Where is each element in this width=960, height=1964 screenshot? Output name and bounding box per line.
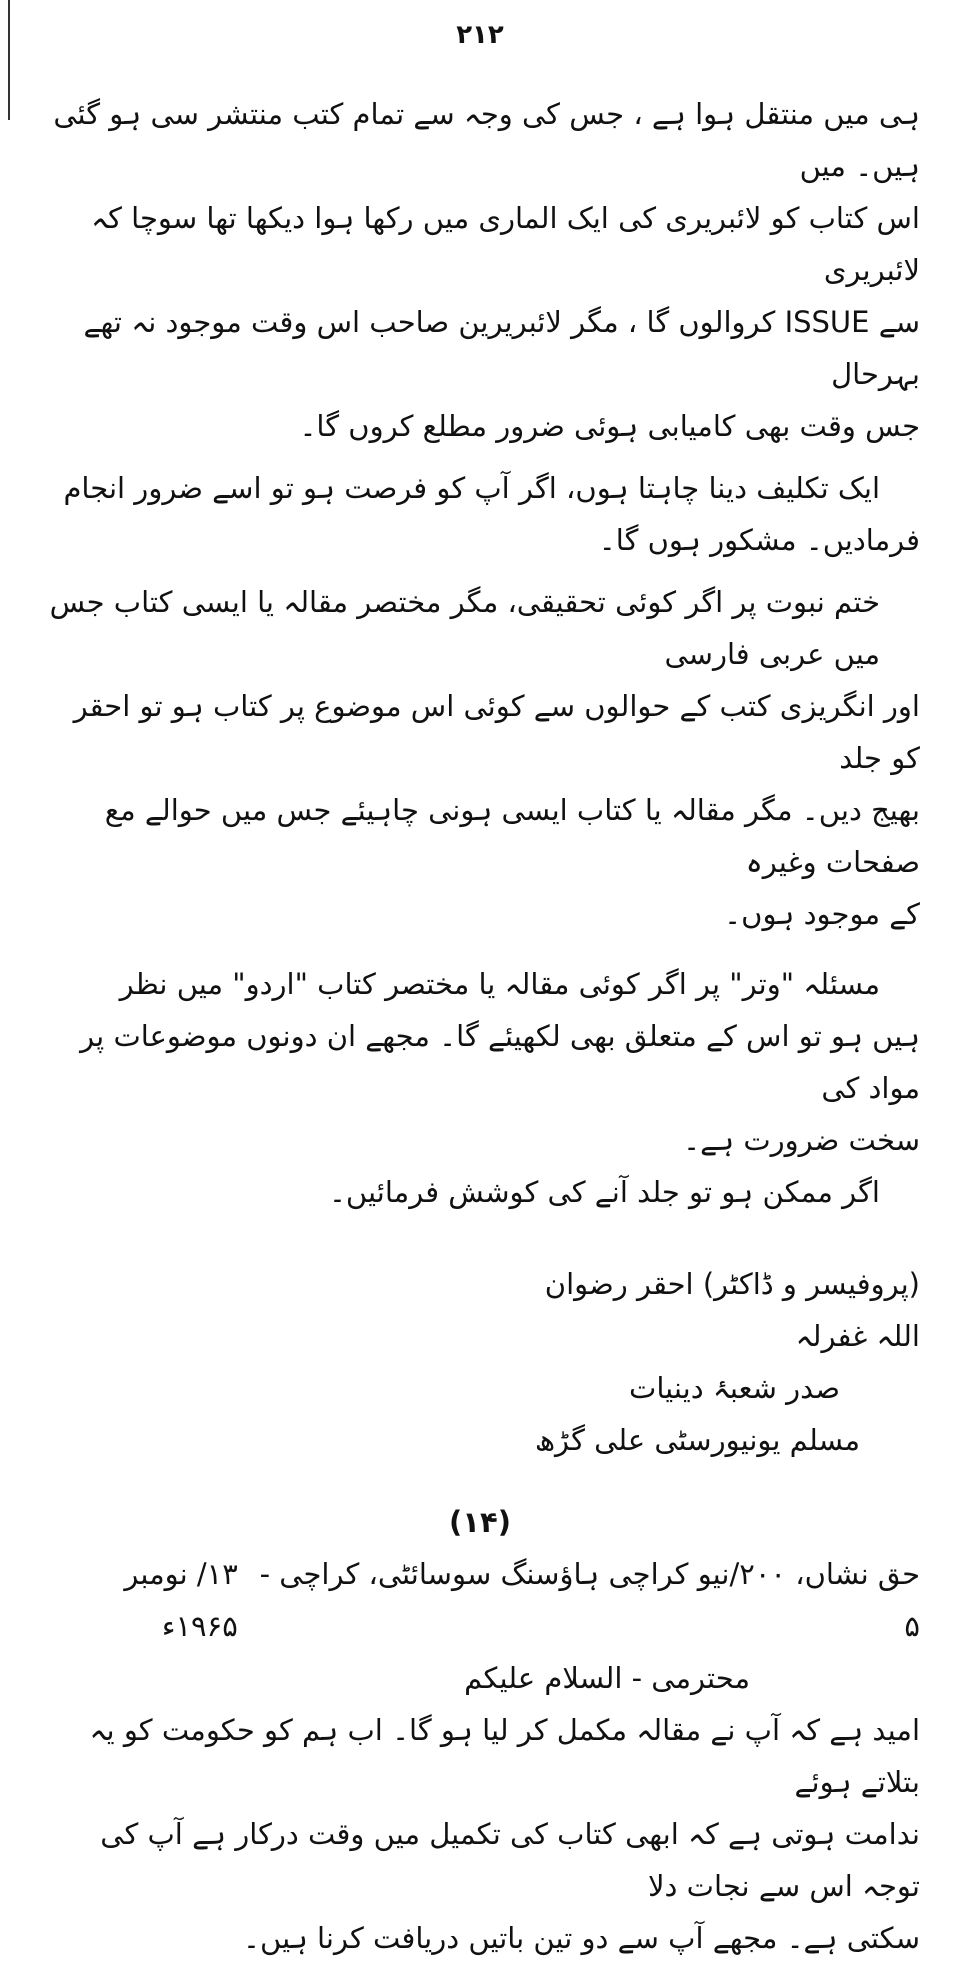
page-number: ۲۱۲ <box>456 20 504 50</box>
text-line: سخت ضرورت ہے۔ <box>683 1123 920 1157</box>
letter-header <box>40 1548 920 1652</box>
text-line: سے ISSUE کروالوں گا ، مگر لائبریرین صاحب اس وقت موجود نہ تھے بہرحال <box>83 305 920 391</box>
text-line: فرمادیں۔ مشکور ہوں گا۔ <box>598 523 920 557</box>
text-line: اگر ممکن ہو تو جلد آنے کی کوشش فرمائیں۔ <box>328 1175 880 1209</box>
text-line: ختم نبوت پر اگر کوئی تحقیقی، مگر مختصر مقالہ یا ایسی کتاب جس میں عربی فارسی <box>49 585 880 671</box>
signature-name: (پروفیسر و ڈاکٹر) احقر رضوان اللہ غفرلہ <box>544 1267 920 1353</box>
text-line: کے موجود ہوں۔ <box>724 897 920 931</box>
text-line: ندامت ہوتی ہے کہ ابھی کتاب کی تکمیل میں وقت درکار ہے آپ کی توجہ اس سے نجات دلا <box>100 1817 920 1903</box>
letter-address: حق نشاں، ۲۰۰/نیو کراچی ہاؤسنگ سوسائٹی، کراچی - ۵ <box>259 1557 920 1643</box>
text-line: ہیں ہو تو اس کے متعلق بھی لکھیئے گا۔ مجھے ان دونوں موضوعات پر مواد کی <box>80 1019 920 1105</box>
letter-number: (۱۴) <box>449 1505 511 1539</box>
second-letter <box>40 1496 920 1964</box>
text-line: سکتی ہے۔ مجھے آپ سے دو تین باتیں دریافت کرنا ہیں۔ <box>243 1921 920 1955</box>
first-letter-continuation <box>40 88 920 1466</box>
text-line: بھیج دیں۔ مگر مقالہ یا کتاب ایسی ہونی چاہیئے جس میں حوالے مع صفحات وغیرہ <box>104 793 920 879</box>
text-line: اور انگریزی کتب کے حوالوں سے کوئی اس موضوع پر کتاب ہو تو احقر کو جلد <box>73 689 920 775</box>
text-line: اس کتاب کو لائبریری کی ایک الماری میں رکھا ہوا دیکھا تھا سوچا کہ لائبریری <box>91 201 920 287</box>
scan-edge-line <box>8 0 10 120</box>
signature-block <box>40 1258 920 1466</box>
text-line: امید ہے کہ آپ نے مقالہ مکمل کر لیا ہو گا۔ اب ہم کو حکومت کو یہ بتلاتے ہوئے <box>89 1713 920 1799</box>
letter-body <box>40 88 920 1964</box>
salutation: محترمی - السلام علیکم <box>464 1661 750 1695</box>
text-line: جس وقت بھی کامیابی ہوئی ضرور مطلع کروں گا۔ <box>299 409 920 443</box>
letter-date: ۱۳/ نومبر ۱۹۶۵ء <box>124 1557 238 1643</box>
text-line: ہی میں منتقل ہوا ہے ، جس کی وجہ سے تمام کتب منتشر سی ہو گئی ہیں۔ میں <box>53 97 920 183</box>
signature-institution: مسلم یونیورسٹی علی گڑھ <box>534 1423 860 1457</box>
signature-title: صدر شعبۂ دینیات <box>629 1371 840 1405</box>
text-line: مسئلہ "وتر" پر اگر کوئی مقالہ یا مختصر کتاب "اردو" میں نظر <box>119 967 880 1001</box>
text-line: ایک تکلیف دینا چاہتا ہوں، اگر آپ کو فرصت ہو تو اسے ضرور انجام <box>63 471 880 505</box>
